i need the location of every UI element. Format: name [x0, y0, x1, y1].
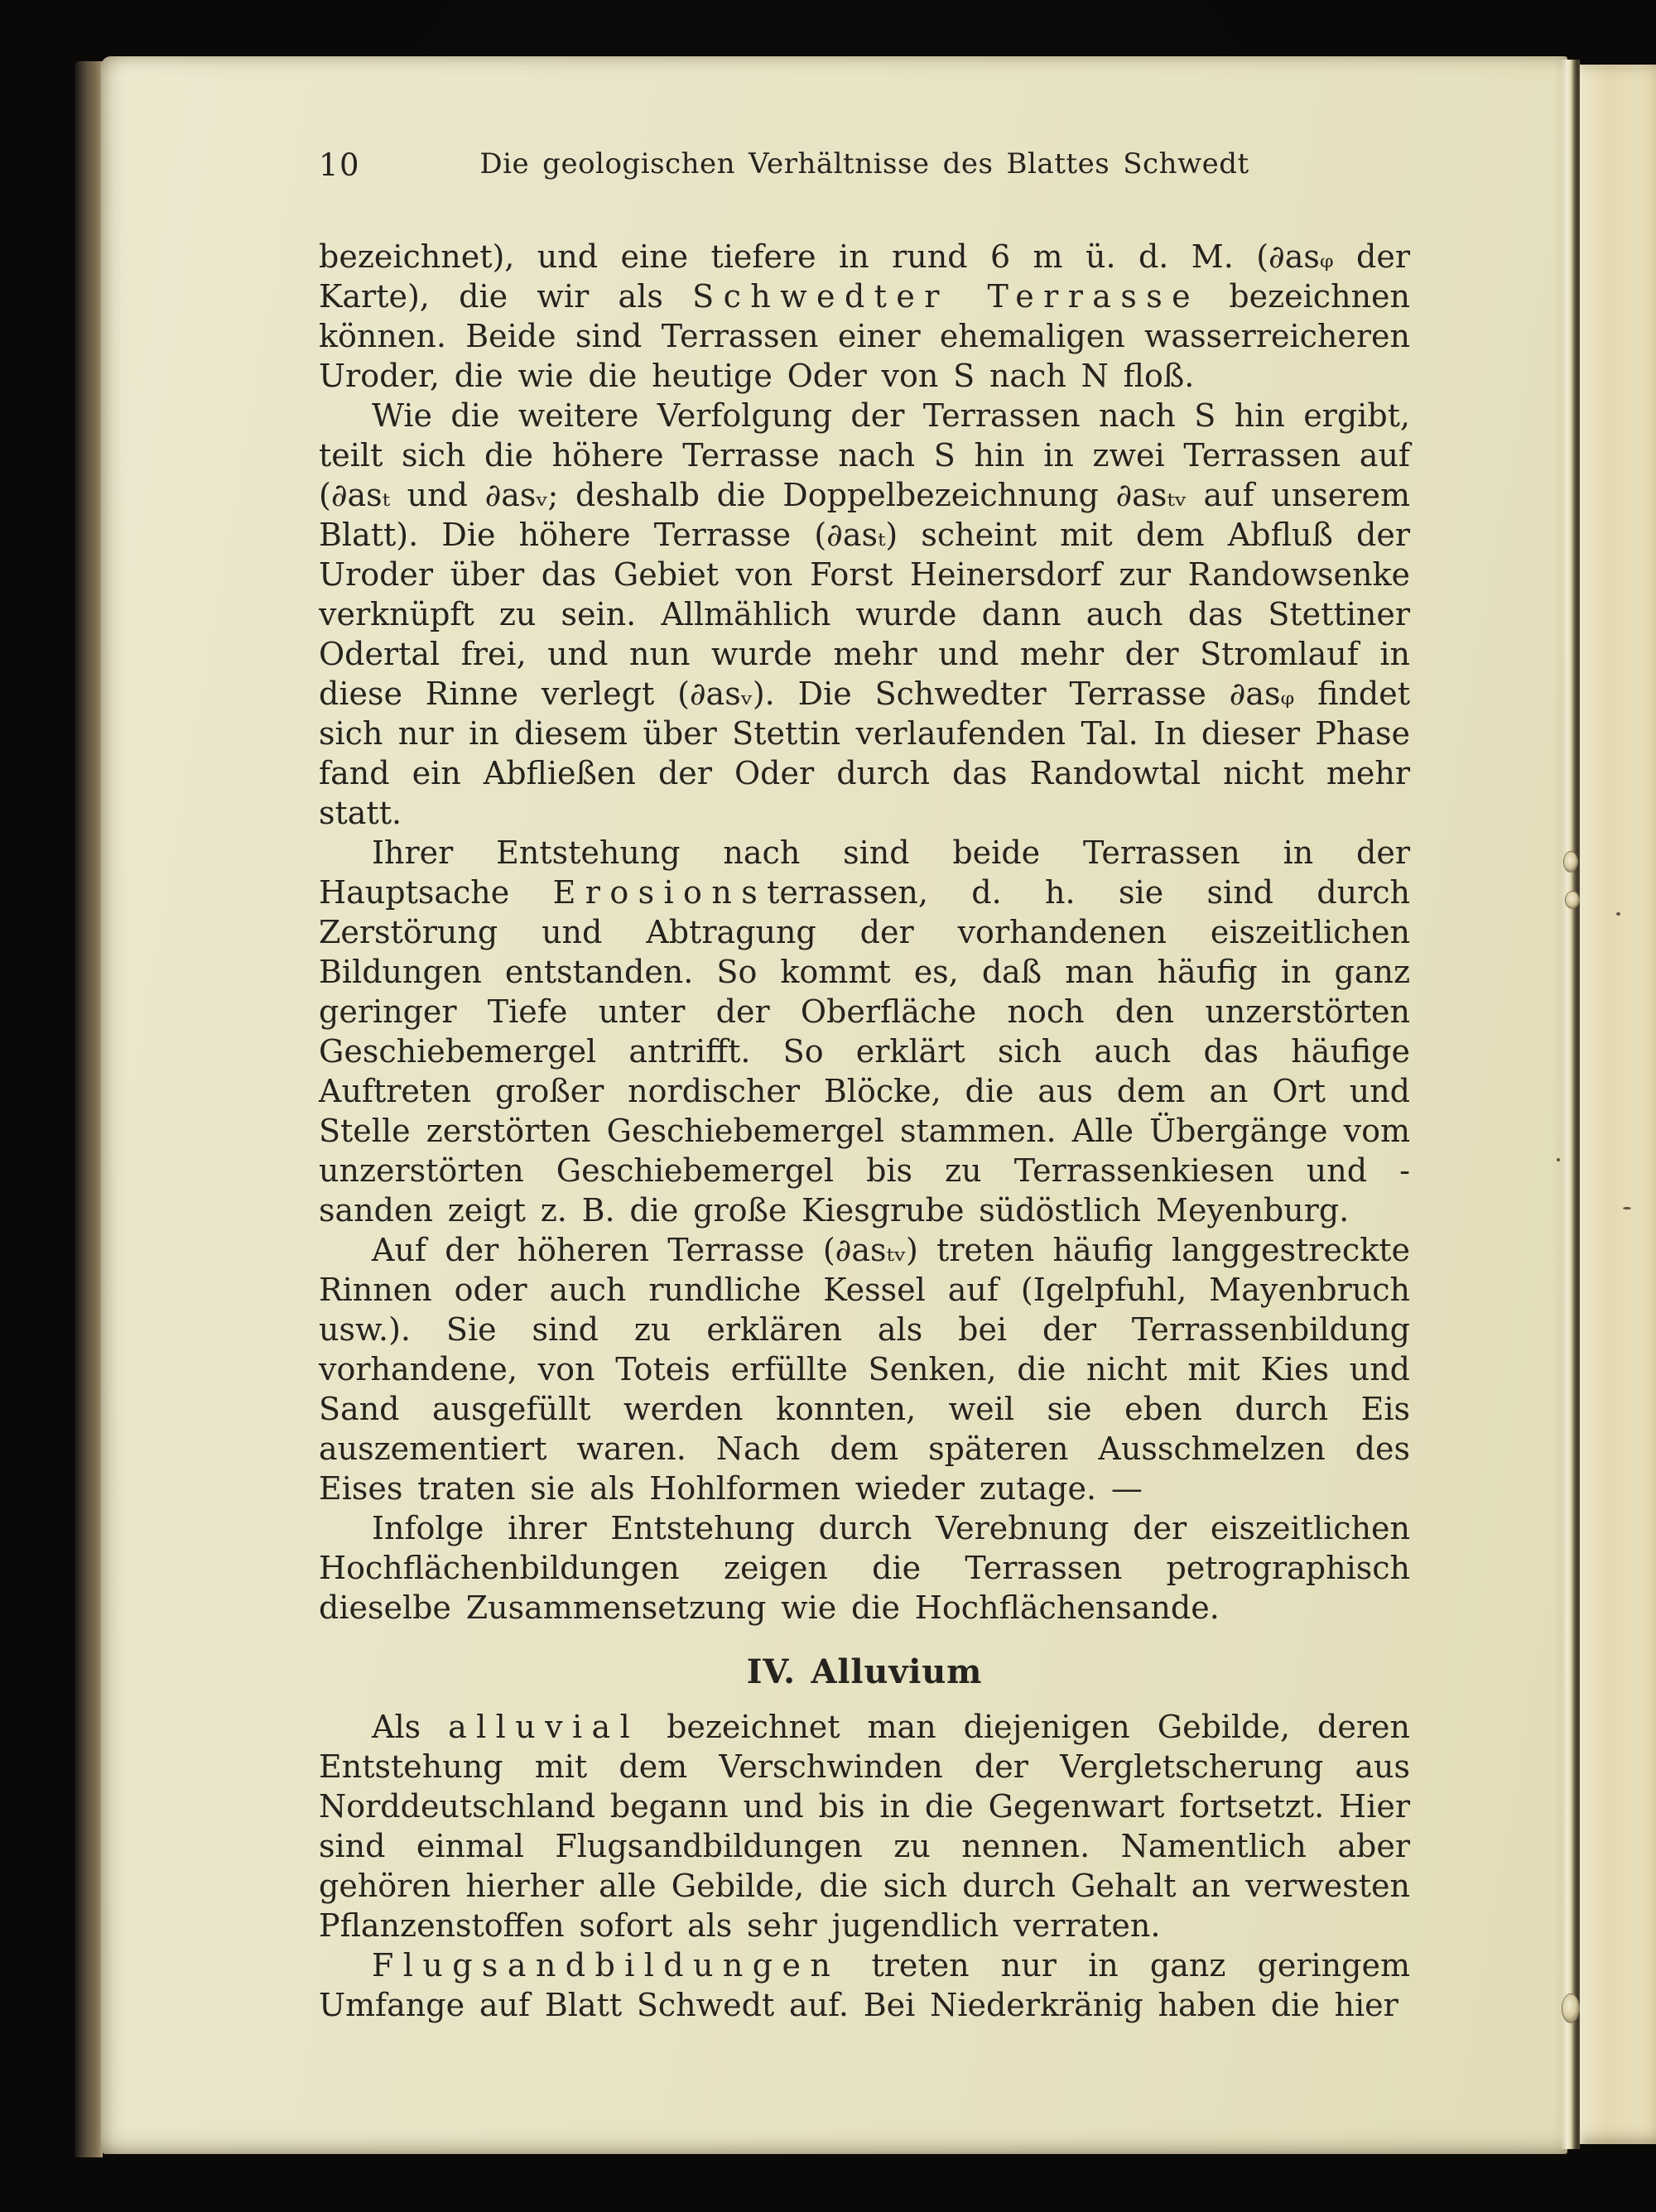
paragraph-6-text-a: Als: [372, 1709, 449, 1745]
paragraph-5: Infolge ihrer Entstehung durch Verebnung der eiszeitlichen Hochflächenbildungen zeigen die Terrassen petrographisch dieselbe Zusammensetzung wie die Hochflächensande.: [319, 1510, 1410, 1626]
paragraph-7-text-b: treten nur in ganz geringem Umfange auf Blatt Schwedt auf. Bei Niederkränig haben die hier: [319, 1947, 1410, 2023]
paragraph-6: [319, 1707, 1410, 1945]
paragraph-6-spaced-term: alluvial: [448, 1709, 640, 1745]
section-heading-alluvium: IV. Alluvium: [746, 1652, 983, 1691]
page-fold-gutter: [1560, 60, 1580, 2149]
paragraph-1-text-a: bezeichnet), und eine tiefere in rund 6 m ü. d. M. (∂asᵩ der Karte), die wir als: [319, 238, 1410, 315]
paragraph-4: Auf der höheren Terrasse (∂asₜᵥ) treten häufig langgestreckte Rinnen oder auch rundliche Kessel auf (Igelpfuhl, Mayenbruch usw.). Sie sind zu erklären als bei der Terrassenbildung vorhandene, von Toteis erfüllte Senken, die nicht mit Kies und Sand ausgefüllt werden konnten, weil sie eben durch Eis auszementiert waren. Nach dem späteren Ausschmelzen des Eises traten sie als Hohlformen wieder zutage. —: [319, 1232, 1410, 1507]
fold-knot: [1562, 1993, 1580, 2023]
text-block: [319, 237, 1410, 2025]
book-page: [101, 56, 1567, 2154]
page-header: [319, 147, 1410, 187]
paragraph-6-text-b: bezeichnet man diejenigen Gebilde, deren Entstehung mit dem Verschwinden der Vergletscherung aus Norddeutschland begann und bis in die Gegenwart fortsetzt. Hier sind einmal Flugsandbildungen zu nennen. Namentlich aber gehören hierher alle Gebilde, die sich durch Gehalt an verwesten Pflanzenstoffen sofort als sehr jugendlich verraten.: [319, 1709, 1410, 1944]
page-number: 10: [319, 147, 361, 183]
paragraph-1: [319, 237, 1410, 396]
running-title: Die geologischen Verhältnisse des Blattes Schwedt: [479, 147, 1249, 180]
paper-speck: [1616, 912, 1620, 916]
paragraph-1-spaced-term: Schwedter Terrasse: [692, 278, 1201, 315]
fold-knot: [1565, 891, 1580, 909]
paper-speck: [1623, 1207, 1631, 1209]
paragraph-7-spaced-term: Flugsandbildungen: [372, 1947, 840, 1984]
paragraph-3-text-b: terrassen, d. h. sie sind durch Zerstörung und Abtragung der vorhandenen eiszeitlichen Bildungen entstanden. So kommt es, daß man häufig in ganz geringer Tiefe unter der Oberfläche noch den unzerstörten Geschiebemergel antrifft. So erklärt sich auch das häufige Auftreten großer nordischer Blöcke, die aus dem an Ort und Stelle zerstörten Geschiebemergel stammen. Alle Übergänge vom unzerstörten Geschiebemergel bis zu Terrassenkiesen und -sanden zeigt z. B. die große Kiesgrube südöstlich Meyenburg.: [319, 874, 1410, 1229]
paragraph-3: [319, 833, 1410, 1230]
fold-knot: [1563, 851, 1578, 873]
next-page-edge: [1580, 65, 1656, 2144]
text-column: [319, 147, 1410, 2025]
paragraph-3-spaced-term: Erosions: [552, 874, 768, 911]
page-stack-edge: [75, 61, 103, 2157]
paragraph-7: [319, 1945, 1410, 2025]
paragraph-3-text-a: Ihrer Entstehung nach sind beide Terrassen in der Hauptsache: [319, 834, 1410, 911]
paper-speck: [1557, 1158, 1560, 1161]
paragraph-1-text-b: bezeichnen können. Beide sind Terrassen einer ehemaligen wasserreicheren Uroder, die wie die heutige Oder von S nach N floß.: [319, 278, 1410, 394]
paragraph-2: Wie die weitere Verfolgung der Terrassen nach S hin ergibt, teilt sich die höhere Terrasse nach S hin in zwei Terrassen auf (∂asₜ und ∂asᵥ; deshalb die Doppelbezeichnung ∂asₜᵥ auf unserem Blatt). Die höhere Terrasse (∂asₜ) scheint mit dem Abfluß der Uroder über das Gebiet von Forst Heinersdorf zur Randowsenke verknüpft zu sein. Allmählich wurde dann auch das Stettiner Odertal frei, und nun wurde mehr und mehr der Stromlauf in diese Rinne verlegt (∂asᵥ). Die Schwedter Terrasse ∂asᵩ findet sich nur in diesem über Stettin verlaufenden Tal. In dieser Phase fand ein Abfließen der Oder durch das Randowtal nicht mehr statt.: [319, 397, 1410, 831]
